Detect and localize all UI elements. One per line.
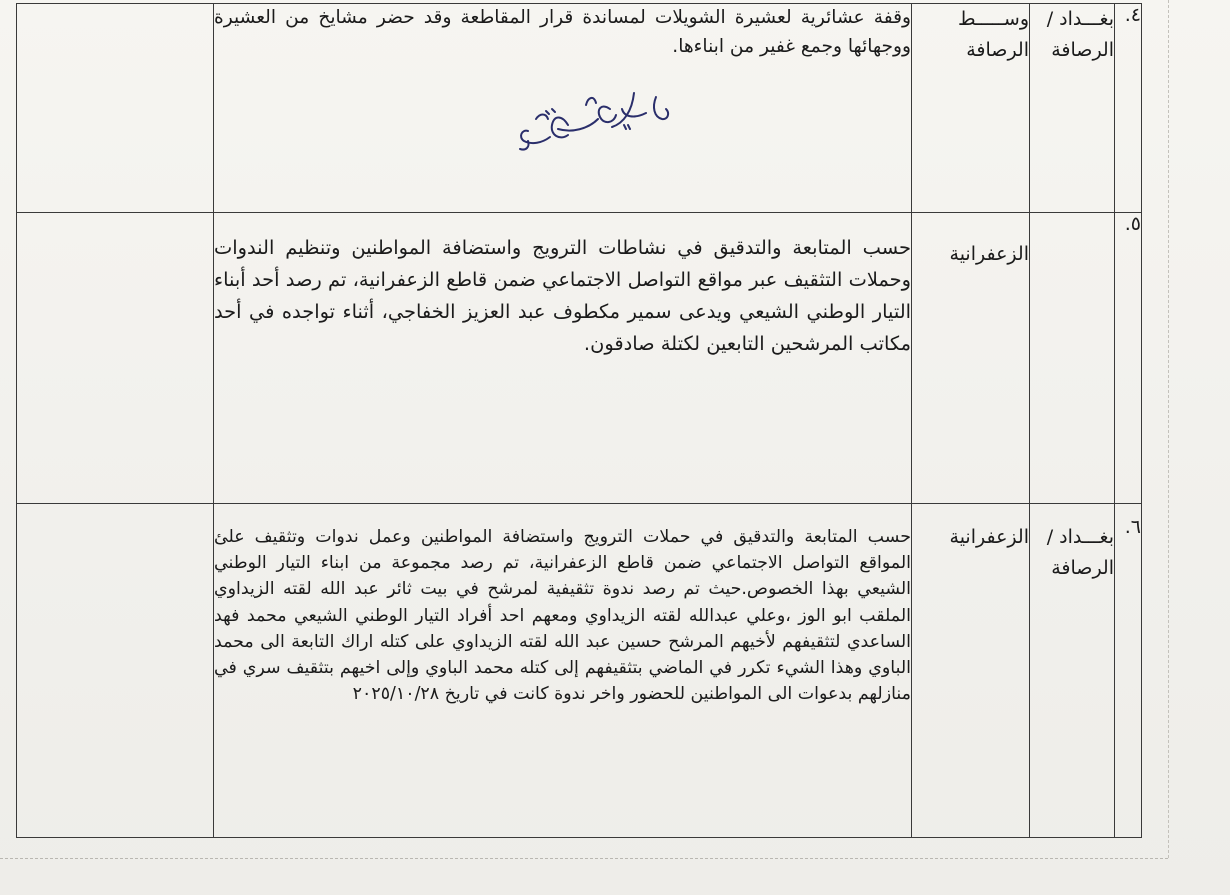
description-text: وقفة عشائرية لعشيرة الشويلات لمساندة قرار المقاطعة وقد حضر مشايخ من العشيرة ووجهائها وجمع غفير من ابناءها.: [214, 7, 911, 57]
table-row: [17, 213, 1142, 504]
province-cell: بغـــداد / الرصافة: [1030, 4, 1115, 213]
row-number: ٤.: [1115, 4, 1142, 213]
description-text: حسب المتابعة والتدقيق في حملات الترويج واستضافة المواطنين وعمل ندوات وتثقيف علئ المواقع التواصل الاجتماعي ضمن قاطع الزعفرانية، تم رصد مجموعة من ابناء التيار الوطني الشيعي بهذا الخصوص.حيث تم رصد ندوة تثقيفية لمرشح في بيت ثائر عبد الله لقته الزيداوي الملقب ابو الوز ،وعلي عبدالله لقته الزيداوي ومعهم احد أفراد التيار الوطني الشيعي محمد فهد الساعدي لتثقيفهم لأخيهم المرشح حسين عبد الله لقته الزيداوي على كتله اراك التابعة الى محمد الباوي وهذا الشيء تكرر في الماضي بتثقيفهم إلى كتله محمد الباوي وإلى اخيهم بتثقيف سري في منازلهم بدعوات الى المواطنين للحضور واخر ندوة كانت في تاريخ ٢٠٢٥/١٠/٢٨: [214, 527, 911, 705]
description-cell: [214, 504, 912, 838]
handwritten-signature: [506, 79, 676, 169]
description-cell: [214, 4, 912, 213]
area-cell: وســـــط الرصافة: [912, 4, 1030, 213]
area-cell: الزعفرانية: [912, 504, 1030, 838]
notes-cell: [17, 504, 214, 838]
row-number: ٥.: [1115, 213, 1142, 504]
page-edge-bottom: [0, 858, 1168, 859]
area-cell: الزعفرانية: [912, 213, 1030, 504]
row-number: ٦.: [1115, 504, 1142, 838]
description-text: حسب المتابعة والتدقيق في نشاطات الترويج واستضافة المواطنين وتنظيم الندوات وحملات التثقيف عبر مواقع التواصل الاجتماعي ضمن قاطع الزعفرانية، تم رصد أحد أبناء التيار الوطني الشيعي ويدعى سمير مكطوف عبد العزيز الخفاجي، أثناء تواجده في أحد مكاتب المرشحين التابعين لكتلة صادقون.: [214, 236, 911, 355]
notes-cell: [17, 213, 214, 504]
province-cell: بغـــداد / الرصافة: [1030, 504, 1115, 838]
description-cell: [214, 213, 912, 504]
notes-cell: [17, 4, 214, 213]
report-table: [16, 3, 1142, 838]
table-row: [17, 4, 1142, 213]
page-edge-right: [1168, 0, 1169, 858]
table-row: [17, 504, 1142, 838]
province-cell: [1030, 213, 1115, 504]
